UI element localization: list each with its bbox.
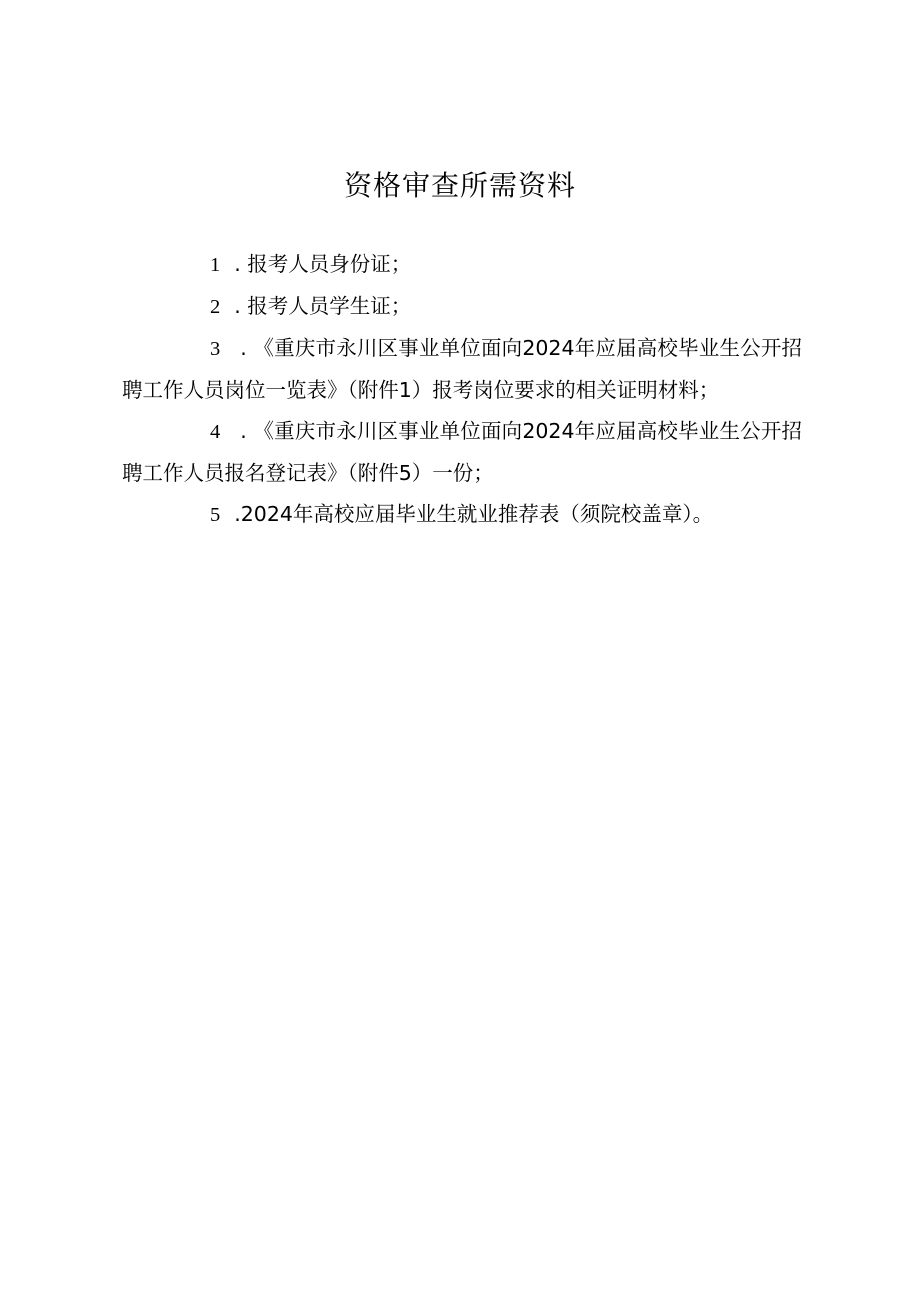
item-number: 5	[210, 504, 221, 526]
list-item	[122, 328, 802, 411]
item-text: . 报考人员学生证；	[234, 294, 412, 318]
item-number: 3	[210, 338, 221, 360]
item-number: 1	[210, 254, 221, 276]
item-text: .2024年高校应届毕业生就业推荐表（须院校盖章）。	[234, 502, 714, 526]
list-item	[122, 286, 802, 328]
item-number: 2	[210, 296, 221, 318]
list-item	[122, 494, 802, 536]
item-text: . 《重庆市永川区事业单位面向2024年应届高校毕业生公开招聘工作人员报名登记表》（附件5）一份；	[122, 419, 802, 485]
item-text: . 报考人员身份证；	[234, 252, 412, 276]
list-item	[122, 411, 802, 494]
item-text: . 《重庆市永川区事业单位面向2024年应届高校毕业生公开招聘工作人员岗位一览表》（附件1）报考岗位要求的相关证明材料；	[122, 336, 802, 402]
list-item	[122, 244, 802, 286]
item-number: 4	[210, 421, 221, 443]
page-title: 资格审查所需资料	[343, 169, 576, 202]
requirements-list	[122, 244, 802, 536]
